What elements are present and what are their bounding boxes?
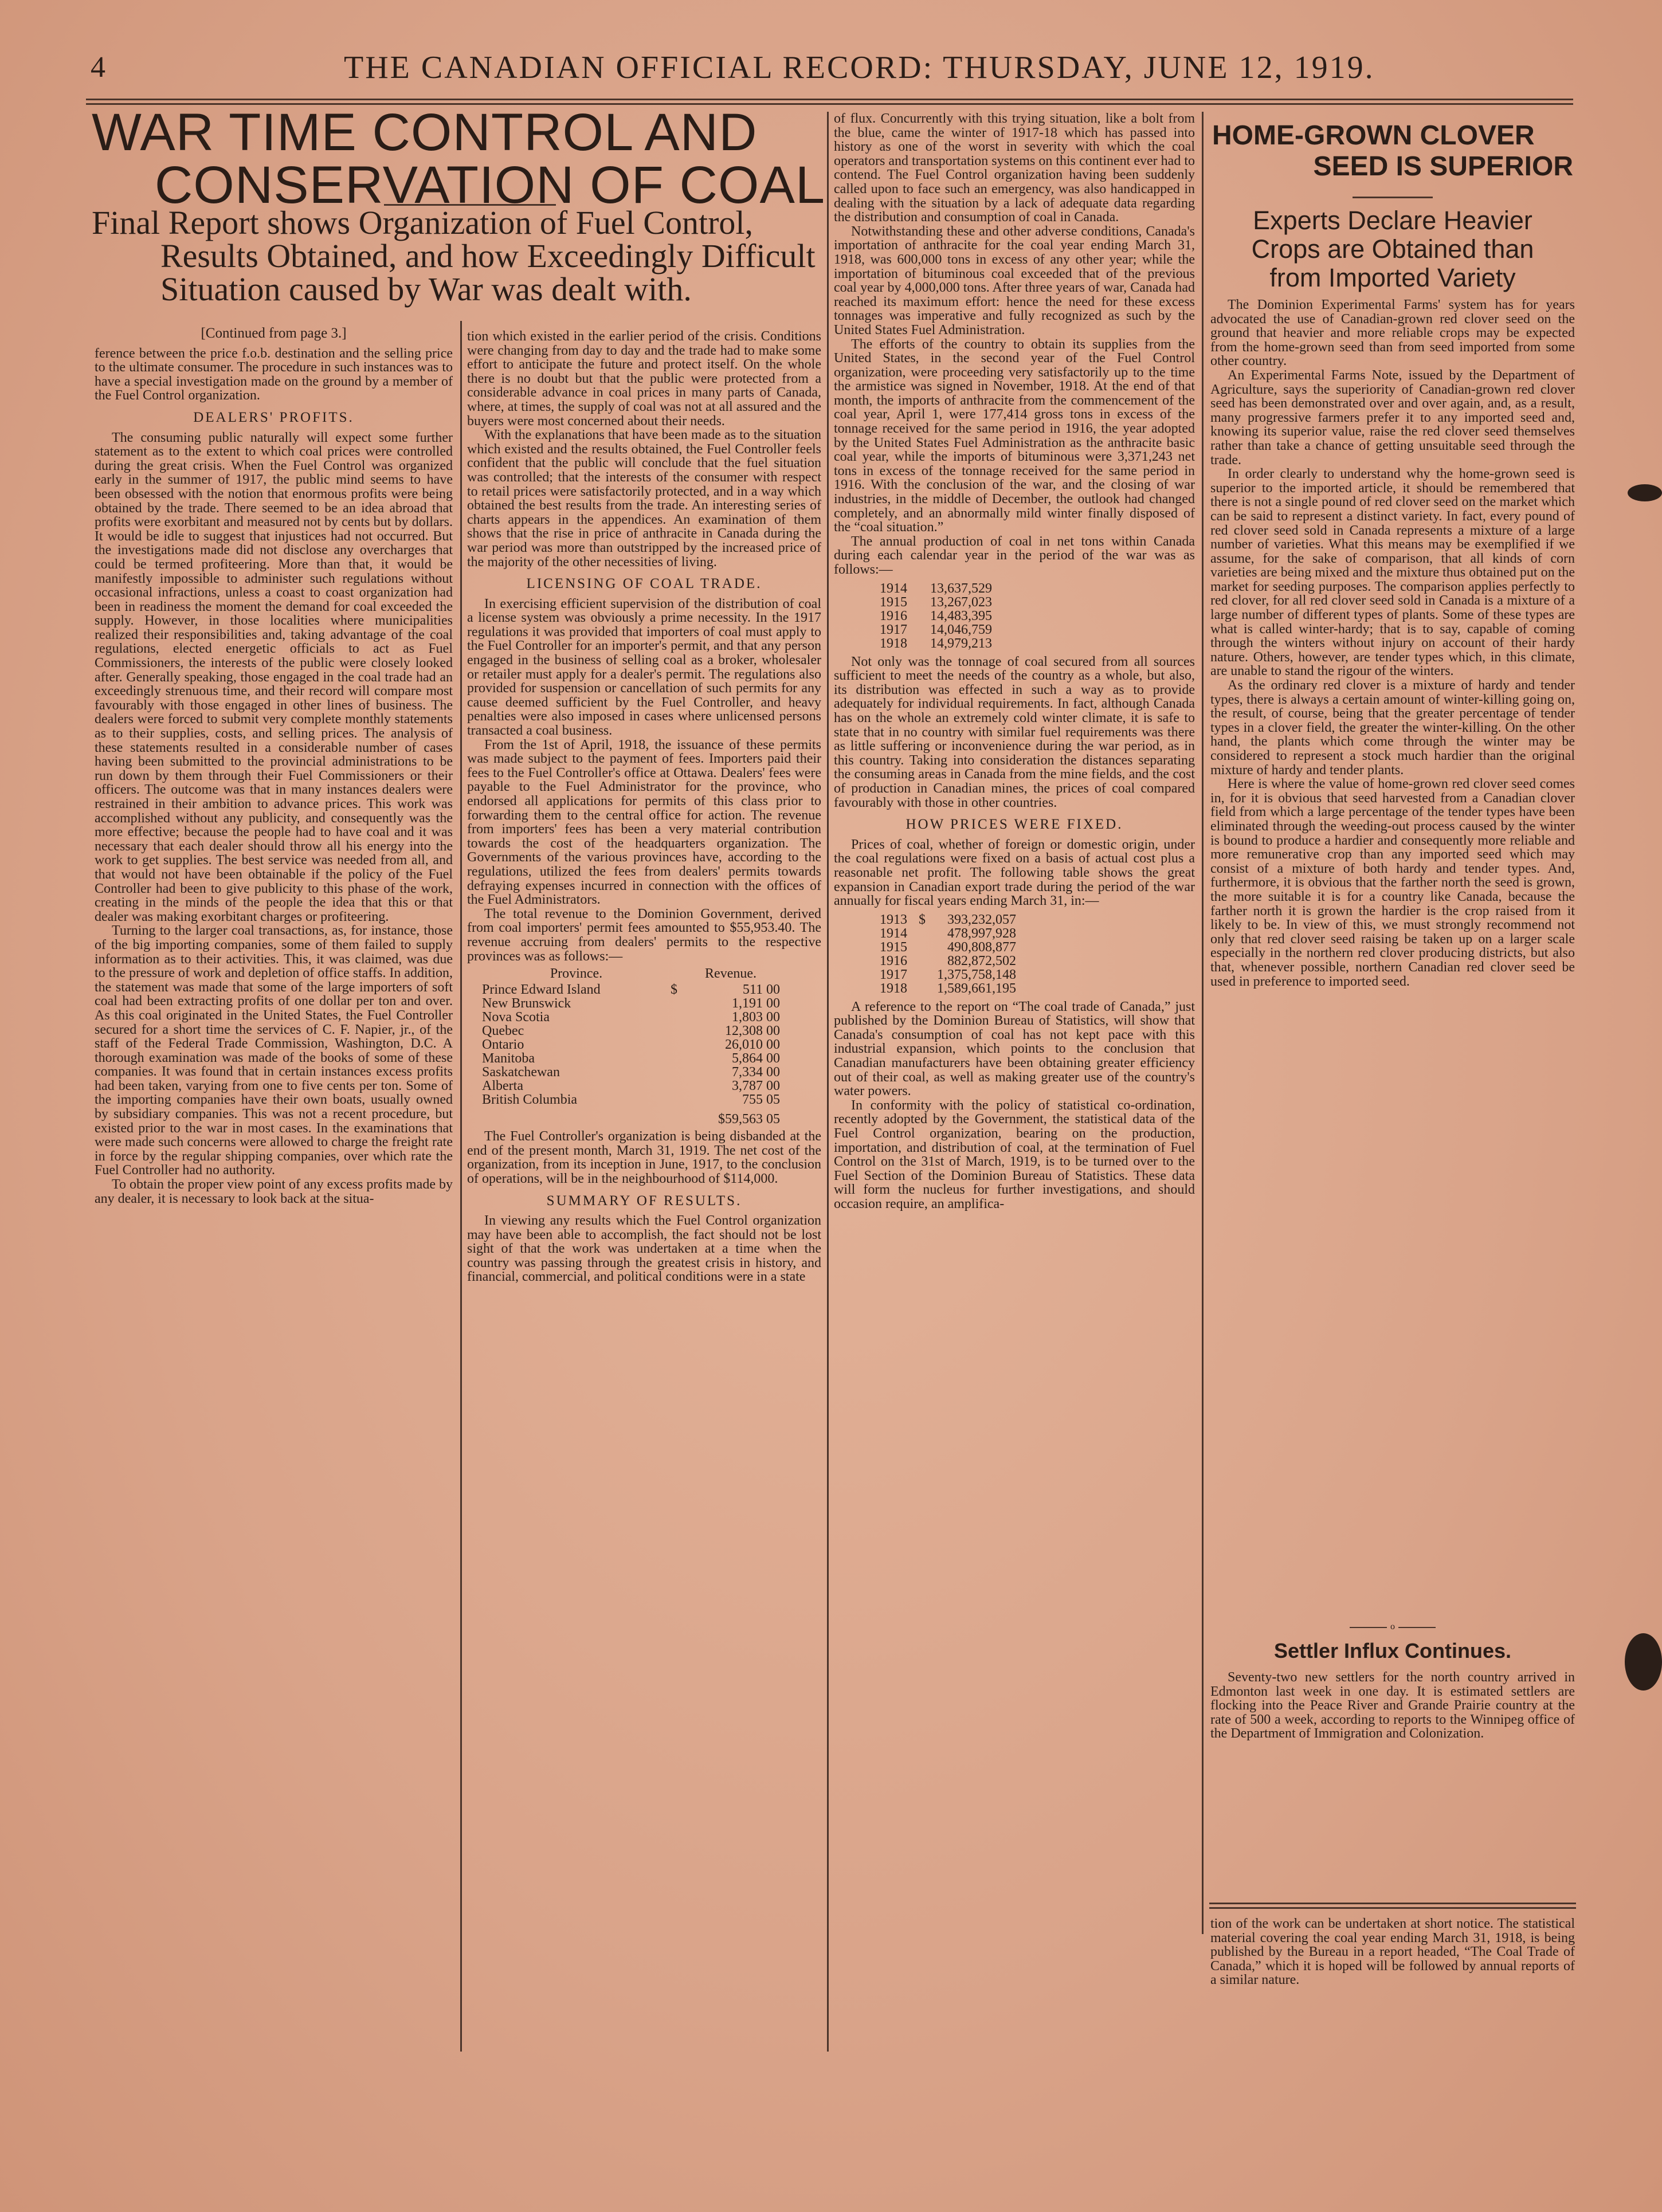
revenue-header-province: Province. <box>550 966 603 982</box>
production-row <box>880 582 992 595</box>
dollar-sign: $ <box>919 912 926 927</box>
province-name: Quebec <box>482 1023 524 1039</box>
production-tons: 14,483,395 <box>930 608 992 623</box>
paragraph: ference between the price f.o.b. destination and the selling price to the ultimate consumer. The procedure in such instances was to have a special investigation made on the ground by a member of the Fuel Control organization. <box>95 346 453 403</box>
revenue-amount: 12,308 00 <box>725 1023 780 1039</box>
paragraph: Here is where the value of home-grown red clover seed comes in, for it is obvious that seed harvested from a Canadian clover field from which a large percentage of the tender types have been eliminated through the weeding-out process caused by the winter is bound to produce a hardier and consequently more reliable and more remunerative crop than any imported seed which may consist of a mixture of both hardy and tender types. And, furthermore, it is obvious that the farther north the seed is grown, the more suitable it is for a country like Canada, because the farther north it is grown the hardier is the crop raised from it likely to be. In view of this, we must strongly recommend not only that red clover seed raising be taken up on a larger scale especially in the northern red clover producing districts, but also that, whenever possible, northern Canadian red clover seed be used in preference to imported seed. <box>1210 776 1575 989</box>
production-year: 1914 <box>880 581 907 596</box>
clover-headline-line2: SEED IS SUPERIOR <box>1313 151 1573 182</box>
revenue-amount: 7,334 00 <box>732 1065 780 1080</box>
export-value: 882,872,502 <box>947 953 1016 968</box>
paragraph: In order clearly to understand why the home-grown seed is superior to the imported article, it should be remembered that there is not a single pound of red clover seed on the market which can be said to represent a distinct variety. In fact, every pound of red clover seed sold in Canada represents a mixture of a large number of varieties. What this means may be exemplified if we assume, for the sake of comparison, that all kinds of corn varieties are being mixed and the mixture thus obtained put on the market for seeding purposes. The comparison applies perfectly to red clover, for all red clover seed sold in Canada is a mixture of a large number of different types of plants. Some of these types are what is called winter-hardy; that is to say, capable of coming through the winters without injury on account of their hardy nature. Others, however, are tender types which, in this climate, are unable to stand the rigour of the winters. <box>1210 466 1575 679</box>
settler-headline: Settler Influx Continues. <box>1273 1639 1512 1662</box>
continued-note: [Continued from page 3.] <box>201 327 347 341</box>
export-value: 1,589,661,195 <box>937 981 1016 996</box>
province-name: Saskatchewan <box>482 1065 560 1080</box>
clover-deck-line2: Crops are Obtained than <box>1251 234 1534 264</box>
dollar-sign <box>907 927 926 940</box>
revenue-row <box>482 1065 780 1079</box>
clover-deck <box>1212 206 1573 292</box>
paragraph: Turning to the larger coal transactions, as, for instance, those of the big importing companies, some of them failed to supply information as to their activities. This, it was claimed, was due to the pressure of work and depletion of office staffs. In addition, the statement was made that some of the large importers of soft coal had been extracting profits of one dollar per ton and over. As this coal originated in the United States, the Fuel Controller secured for a short time the services of C. F. Napier, jr., of the staff of the Federal Trade Commission, Washington, D.C. A thorough examination was made of the books of some of these companies. It was found that in certain instances excess profits had been taken, varying from one to five cents per ton. Some of the importing companies have their own boats, usually owned by subsidiary companies. This was not a recent procedure, but existed prior to the war in most cases. In the examinations that were made such concerns were allowed to charge the freight rate in force by the regular shipping companies, over which rate the Fuel Controller had no authority. <box>95 923 453 1178</box>
paragraph: of flux. Concurrently with this trying situation, like a bolt from the blue, came the winter of 1917-18 which has passed into history as one of the worst in severity with which the coal operators and transportation systems on this continent ever had to contend. The Fuel Control organization having been suddenly called upon to face such an emergency, was also handicapped in dealing with the situation by a lack of adequate data regarding the distribution and consumption of coal in Canada. <box>834 112 1195 225</box>
revenue-amount: 755 05 <box>742 1092 780 1108</box>
revenue-row <box>482 1038 780 1052</box>
revenue-amount: 5,864 00 <box>732 1051 780 1066</box>
paragraph: Notwithstanding these and other adverse conditions, Canada's importation of anthracite for the coal year ending March 31, 1918, was 600,000 tons in excess of any other year; while the importation of bituminous coal exceeded that of the previous coal year by 4,000,000 tons. After three years of war, Canada had reached its maximum effort: hence the need for these excess tonnages was imperative and fully recognized as such by the United States Fuel Administration. <box>834 223 1195 338</box>
province-name: Manitoba <box>482 1051 535 1066</box>
summary-heading: SUMMARY OF RESULTS. <box>546 1193 742 1209</box>
column-4-continuation <box>1210 1917 1575 2049</box>
dollar-sign <box>907 968 926 982</box>
production-year: 1915 <box>880 594 907 610</box>
revenue-header-revenue: Revenue. <box>705 966 756 982</box>
dollar-sign <box>671 1038 681 1052</box>
revenue-amount: 26,010 00 <box>725 1037 780 1053</box>
paragraph: Not only was the tonnage of coal secured from all sources sufficient to meet the needs of the country as a whole, but also, its distribution was effected in such a way as to provide adequately for individual requirements. In fact, although Canada has on the whole an extremely cold winter climate, it is safe to state that in no country with similar fuel requirements was there as little suffering or inconvenience during the war period, as in this country. Taking into consideration the distances separating the consuming areas in Canada from the mine fields, and the cost of production in Canadian mines, the prices of coal compared favourably with those in other countries. <box>834 654 1195 810</box>
dollar-sign <box>907 954 926 968</box>
column-3 <box>834 112 1195 2054</box>
column-1 <box>95 327 453 2057</box>
prices-heading: HOW PRICES WERE FIXED. <box>906 817 1123 833</box>
export-value: 478,997,928 <box>947 925 1016 941</box>
paragraph: As the ordinary red clover is a mixture of hardy and tender types, there is always a certain amount of winter-killing going on, the result, of course, being that the greater percentage of tender types in a clover field, the greater the winter-killing. On the other hand, the plants which come through the winter may be considered to represent a stock much hardier than the original mixture of hardy and tender plants. <box>1210 678 1575 778</box>
revenue-amount: 3,787 00 <box>732 1078 780 1094</box>
revenue-amount: 511 00 <box>742 982 780 998</box>
paragraph: In conformity with the policy of statistical co-ordination, recently adopted by the Government, the statistical data of the Fuel Control organization, bearing on the production, importation, and distribution of coal, at the termination of Fuel Control on the 31st of March, 1919, is to be turned over to the Fuel Section of the Dominion Bureau of Statistics. These data will form the nucleus for further investigations, and should occasion require, an amplifica- <box>834 1097 1195 1211</box>
export-year: 1915 <box>880 939 907 955</box>
production-year: 1918 <box>880 636 907 651</box>
province-name: New Brunswick <box>482 996 571 1011</box>
province-name: Alberta <box>482 1078 523 1094</box>
clover-divider <box>1353 197 1433 198</box>
export-year: 1918 <box>880 981 907 996</box>
dollar-sign <box>671 1065 681 1079</box>
revenue-row <box>482 1079 780 1093</box>
revenue-row <box>482 997 780 1010</box>
export-value: 1,375,758,148 <box>937 967 1016 982</box>
dollar-sign <box>671 1010 681 1024</box>
main-deck-line3: Situation caused by War was dealt with. <box>160 270 692 308</box>
dollar-sign <box>671 1079 681 1093</box>
clover-deck-line3: from Imported Variety <box>1269 263 1516 292</box>
export-table <box>880 913 1016 995</box>
dollar-sign <box>671 997 681 1010</box>
province-name: Nova Scotia <box>482 1010 550 1025</box>
clover-deck-line1: Experts Declare Heavier <box>1253 206 1532 235</box>
export-value: 393,232,057 <box>947 912 1016 927</box>
production-row <box>880 637 992 650</box>
paragraph: In exercising efficient supervision of the distribution of coal a license system was obviously a prime necessity. In the 1917 regulations it was provided that importers of coal must apply to the Fuel Controller for an importer's permit, and that any person engaged in the business of selling coal as a broker, wholesaler or retailer must apply for a dealer's permit. The regulations also provided for suspension or cancellation of such permits for any cause deemed sufficient by the Fuel Controller, and heavy penalties were also imposed in cases where unlicensed persons transacted a coal business. <box>467 596 821 739</box>
province-name: British Columbia <box>482 1092 578 1108</box>
page-number: 4 <box>91 51 107 84</box>
ornament-divider: o <box>1350 1623 1436 1631</box>
production-tons: 14,046,759 <box>930 622 992 637</box>
paragraph: To obtain the proper view point of any excess profits made by any dealer, it is necessary to look back at the situa- <box>95 1177 453 1206</box>
paragraph: With the explanations that have been made as to the situation which existed and the results obtained, the Fuel Controller feels confident that the public will conclude that the fuel situation was controlled; that the interests of the consumer with respect to retail prices were satisfactorily protected, and in a way which obtained the best results from the trade. An interesting series of charts appears in the appendices. An examination of them shows that the rise in price of anthracite in Canada during the war period was more than outstripped by the increased price of the majority of the other necessities of living. <box>467 428 821 570</box>
export-row <box>880 968 1016 982</box>
paragraph: Prices of coal, whether of foreign or domestic origin, under the coal regulations were fixed on a basis of actual cost plus a reasonable net profit. The following table shows the great expansion in Canadian export trade during the period of the war annually for fiscal years ending March 31, in:— <box>834 837 1195 909</box>
export-row <box>880 982 1016 995</box>
province-name: Ontario <box>482 1037 524 1053</box>
section-rule <box>1209 1903 1576 1904</box>
production-tons: 13,637,529 <box>930 581 992 596</box>
ink-blot <box>1628 484 1662 501</box>
dealers-profits-heading: DEALERS' PROFITS. <box>193 409 354 425</box>
paragraph: The Dominion Experimental Farms' system has for years advocated the use of Canadian-grown red clover seed on the ground that heavier and more reliable crops may be expected from the home-grown seed than from seed imported from some other country. <box>1210 298 1575 369</box>
masthead: THE CANADIAN OFFICIAL RECORD: THURSDAY, JUNE 12, 1919. <box>344 50 1375 85</box>
revenue-row <box>482 1010 780 1024</box>
paragraph: The annual production of coal in net tons within Canada during each calendar year in the period of the war was as follows:— <box>834 534 1195 577</box>
dollar-sign <box>907 982 926 995</box>
paragraph: A reference to the report on “The coal trade of Canada,” just published by the Dominion Bureau of Statistics, will show that Canada's consumption of coal has not kept pace with this industrial expansion, which points to the conclusion that Canadian manufacturers have been obtaining greater efficiency out of their coal, as well as making greater use of the country's water powers. <box>834 999 1195 1099</box>
paragraph: An Experimental Farms Note, issued by the Department of Agriculture, says the superiority of Canadian-grown red clover seed has been demonstrated over and over again, and, as a result, many progressive farmers prefer it to any imported seed and, knowing its superior value, raise the red clover seed themselves rather than take a chance of getting unsuitable seed through the trade. <box>1210 367 1575 468</box>
paragraph: The total revenue to the Dominion Government, derived from coal importers' permit fees amounted to $55,953.40. The revenue accruing from dealers' permits to the respective provinces was as follows:— <box>467 906 821 964</box>
main-headline-line2: CONSERVATION OF COAL <box>154 156 825 214</box>
dollar-sign: $ <box>670 982 677 998</box>
paragraph: Seventy-two new settlers for the north country arrived in Edmonton last week in one day. It is estimated settlers are flocking into the Peace River and Grande Prairie country at the rate of 500 a week, according to reports to the Winnipeg office of the Department of Immigration and Colonization. <box>1210 1670 1575 1742</box>
dollar-sign <box>671 1093 681 1107</box>
export-year: 1917 <box>880 967 907 982</box>
revenue-row <box>482 1093 780 1107</box>
settler-body <box>1210 1670 1575 1888</box>
column-2 <box>467 330 821 2054</box>
paragraph: tion which existed in the earlier period of the crisis. Conditions were changing from day to day and the trade had to make some effort to anticipate the future and protect itself. On the whole there is no doubt but that the public were protected from a considerable advance in coal prices in many parts of Canada, where, at times, the supply of coal was not at all assured and the buyers were most concerned about their needs. <box>467 330 821 429</box>
main-deck <box>92 206 825 306</box>
revenue-row <box>482 1052 780 1065</box>
production-year: 1916 <box>880 608 907 623</box>
column-rule-1 <box>460 321 462 2052</box>
export-year: 1914 <box>880 925 907 941</box>
paragraph: The Fuel Controller's organization is being disbanded at the end of the present month, March 31, 1919. The net cost of the organization, from its inception in June, 1917, to the conclusion of operations, will be in the neighbourhood of $114,000. <box>467 1129 821 1186</box>
paragraph: From the 1st of April, 1918, the issuance of these permits was made subject to the payment of fees. Importers paid their fees to the Fuel Controller's office at Ottawa. Dealers' fees were payable to the Fuel Administrator for the province, who endorsed all applications for permits of this class prior to forwarding them to the central office for action. The revenue from importers' fees has been a very material contribution towards the cost of the headquarters organization. The Governments of the various provinces have, according to the regulations, utilized the fees from dealers' permits towards defraying expenses incurred in connection with the offices of the Fuel Administrators. <box>467 737 821 908</box>
production-year: 1917 <box>880 622 907 637</box>
ink-blot <box>1625 1633 1662 1691</box>
revenue-table <box>482 967 780 1126</box>
paragraph: In viewing any results which the Fuel Control organization may have been able to accomplish, the fact should not be lost sight of that the work was undertaken at a time when the country was passing through the greatest crisis in history, and financial, commercial, and political conditions were in a state <box>467 1213 821 1285</box>
export-row <box>880 913 1016 927</box>
column-rule-3 <box>1202 112 1204 1934</box>
paragraph: The efforts of the country to obtain its supplies from the United States, in the second year of the Fuel Control organization, were proceeding very satisfactorily up to the time the armistice was signed in November, 1918. At the end of that month, the imports of anthracite from the commencement of the coal year, April 1, were 177,414 gross tons in excess of the tonnage received for the same period in 1916, the year adopted by the United States Fuel Administration as the anthracite basic coal year, while the imports of bituminous were 3,371,243 net tons in excess of the tonnage received for the same period in 1916. With the conclusion of the war, and the closing of war industries, in the middle of December, the outlook had changed completely, and an abnormally mild winter finally disposed of the “coal situation.” <box>834 336 1195 535</box>
export-row <box>880 927 1016 940</box>
paragraph: tion of the work can be undertaken at short notice. The statistical material covering the coal year ending March 31, 1918, is being published by the Bureau in a report headed, “The Coal Trade of Canada,” which it is hoped will be followed by annual reports of a similar nature. <box>1210 1917 1575 1988</box>
revenue-row <box>482 983 780 997</box>
revenue-amount: 1,803 00 <box>732 1010 780 1025</box>
dollar-sign <box>671 1052 681 1065</box>
main-headline <box>92 103 825 214</box>
production-table <box>880 582 992 650</box>
dollar-sign <box>671 1024 681 1038</box>
clover-headline <box>1212 120 1573 182</box>
licensing-heading: LICENSING OF COAL TRADE. <box>526 576 762 592</box>
export-row <box>880 940 1016 954</box>
main-headline-line1: WAR TIME CONTROL AND <box>92 103 758 162</box>
export-year: 1916 <box>880 953 907 968</box>
column-rule-2 <box>827 112 829 2052</box>
export-row <box>880 954 1016 968</box>
section-rule-2 <box>1209 1907 1576 1909</box>
production-row <box>880 595 992 609</box>
export-value: 490,808,877 <box>947 939 1016 955</box>
clover-body <box>1210 298 1575 1616</box>
masthead-rule <box>86 99 1573 100</box>
dollar-sign <box>907 940 926 954</box>
main-deck-line2: Results Obtained, and how Exceedingly Difficult <box>160 237 816 274</box>
production-row <box>880 609 992 623</box>
production-tons: 13,267,023 <box>930 594 992 610</box>
province-name: Prince Edward Island <box>482 982 601 998</box>
main-deck-line1: Final Report shows Organization of Fuel Control, <box>92 204 753 241</box>
paragraph: The consuming public naturally will expect some further statement as to the extent to which coal prices were controlled during the great crisis. When the Fuel Control was organized early in the summer of 1917, the public mind seems to have been obsessed with the notion that enormous profits were being obtained by the trade. There seemed to be an idea abroad that profits were exorbitant and measured not by cents but by dollars. It would be idle to suggest that injustices had not occurred. But the investigations made did not disclose any overcharges that could be termed profiteering. More than that, it would be manifestly impossible to administer such regulations without occasional infractions, unless a coast to coast organization had been in readiness the moment the demand for coal exceeded the supply. However, in those localities where municipalities realized their responsibilities and, taking advantage of the coal regulations, elected energetic officials to act as Fuel Commissioners, the interests of the public were closely looked after. Generally speaking, those engaged in the coal trade had an exceedingly strenuous time, and their record will compare most favourably with those engaged in other lines of business. The dealers were forced to submit very complete monthly statements as to their supplies, costs, and selling prices. The analysis of these statements resulted in a considerable number of cases having been submitted to the provincial administrations to be run down by them through their Fuel Commissioners or their officers. The outcome was that in many instances dealers were restrained in their ambition to advance prices. This work was accomplished without any publicity, and consequently was the more effective; because the people had to have coal and it was necessary that each dealer should throw all his energy into the work to get supplies. The best service was needed from all, and that would not have been obtainable if the policy of the Fuel Controller had been to give publicity to this phase of the work, creating in the minds of the people the idea that this or that dealer was making exorbitant charges or profiteering. <box>95 430 453 924</box>
export-year: 1913 <box>880 912 907 927</box>
revenue-total: $59,563 05 <box>718 1112 780 1127</box>
clover-headline-line1: HOME-GROWN CLOVER <box>1212 120 1535 151</box>
production-row <box>880 623 992 637</box>
production-tons: 14,979,213 <box>930 636 992 651</box>
revenue-amount: 1,191 00 <box>732 996 780 1011</box>
revenue-row <box>482 1024 780 1038</box>
